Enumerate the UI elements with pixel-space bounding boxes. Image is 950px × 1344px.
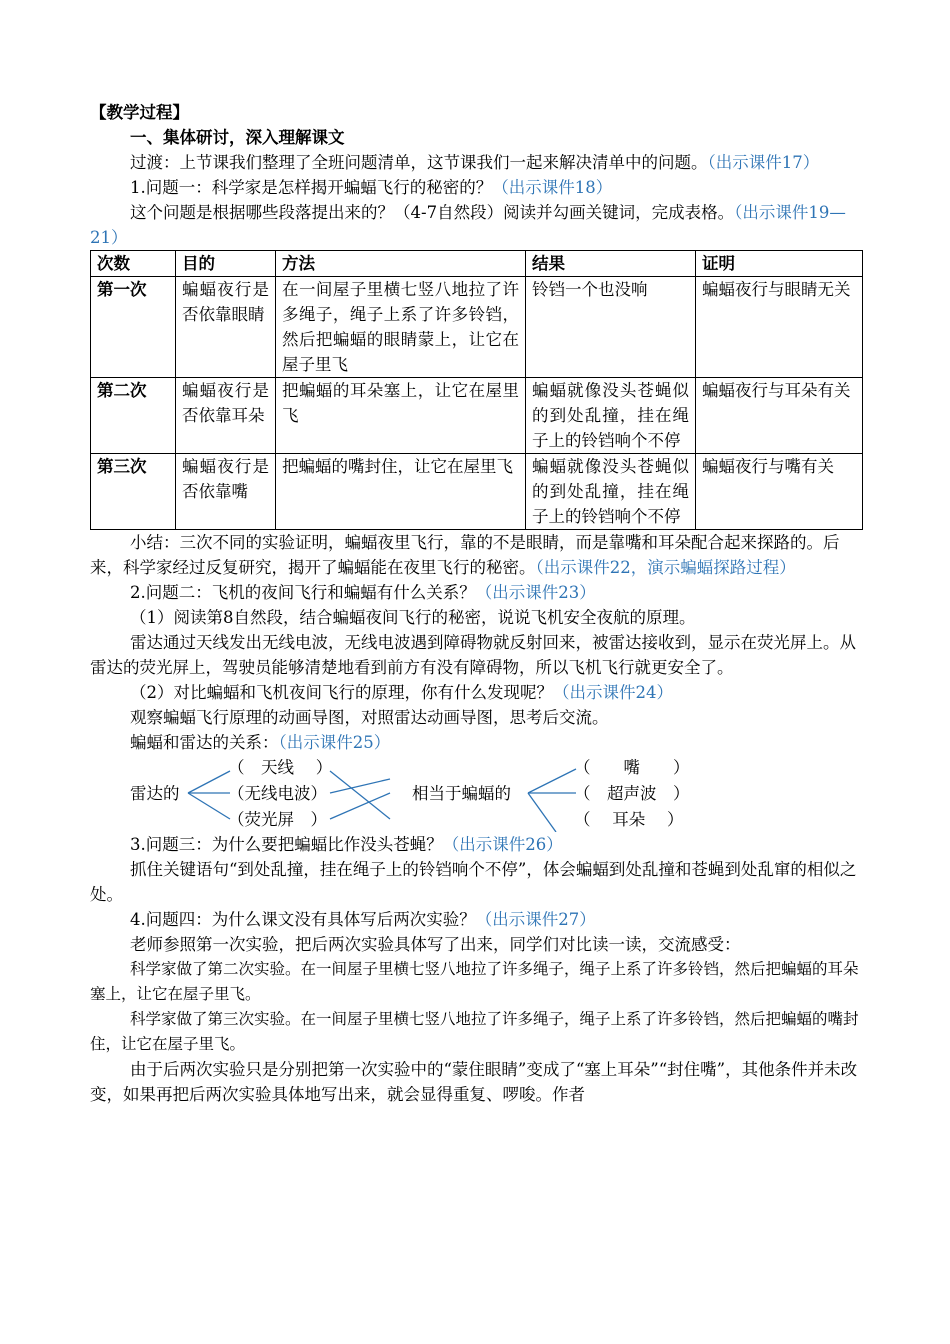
diagram-radar-label: 雷达的 — [130, 784, 180, 803]
courseware-note: （出示课件24） — [553, 683, 673, 702]
courseware-note: （出示课件22，演示蝙蝠探路过程） — [535, 558, 796, 577]
summary-text: 小结：三次不同的实验证明，蝙蝠夜里飞行，靠的不是眼睛，而是靠嘴和耳朵配合起来探路的。后来，科学家经过反复研究，揭开了蝙蝠能在夜里飞行的秘密。 — [90, 533, 840, 577]
table-cell: 在一间屋子里横七竖八地拉了许多绳子，绳子上系了许多铃铛，然后把蝙蝠的眼睛蒙上，让它在屋子里飞 — [276, 277, 526, 378]
question-2-part-2-text: （2）对比蝙蝠和飞机夜间飞行的原理，你有什么发现呢？ — [130, 683, 553, 702]
table-cell: 蝙蝠夜行是否依靠耳朵 — [176, 378, 276, 454]
table-cell: 铃铛一个也没响 — [526, 277, 696, 378]
question-2-part-2 — [90, 680, 862, 705]
experiment-table — [90, 250, 863, 530]
table-cell: 蝙蝠夜行是否依靠嘴 — [176, 454, 276, 530]
experiment-2-text: 科学家做了第二次实验。在一间屋子里横七竖八地拉了许多绳子，绳子上系了许多铃铛，然后把蝙蝠的耳朵塞上，让它在屋子里飞。 — [90, 960, 859, 1003]
table-cell: 蝙蝠夜行与嘴有关 — [696, 454, 863, 530]
experiment-3-text: 科学家做了第三次实验。在一间屋子里横七竖八地拉了许多绳子，绳子上系了许多铃铛，然后把蝙蝠的嘴封住，让它在屋子里飞。 — [90, 1010, 859, 1053]
connector-line — [528, 769, 576, 793]
question-3-text: 3.问题三：为什么要把蝙蝠比作没头苍蝇？ — [130, 835, 443, 854]
radar-paragraph: 雷达通过天线发出无线电波，无线电波遇到障碍物就反射回来，被雷达接收到，显示在荧光屏上。从雷达的荧光屏上，驾驶员能够清楚地看到前方有没有障碍物，所以飞机飞行就更安全了。 — [90, 633, 856, 677]
courseware-note: （出示课件27） — [475, 910, 596, 929]
question-2 — [90, 580, 862, 605]
connector-line — [528, 793, 556, 832]
connector-line — [330, 779, 390, 793]
question-2-part-1: （1）阅读第8自然段，结合蝙蝠夜间飞行的秘密，说说飞机安全夜航的原理。 — [130, 608, 696, 627]
table-row — [91, 454, 863, 530]
connector-line — [330, 771, 390, 819]
table-row — [91, 378, 863, 454]
table-cell: 第二次 — [91, 378, 176, 454]
table-cell: 第三次 — [91, 454, 176, 530]
radar-bat-diagram — [90, 755, 862, 832]
conclusion-paragraph: 由于后两次实验只是分别把第一次实验中的“蒙住眼睛”变成了“塞上耳朵”“封住嘴”，其他条件并未改变，如果再把后两次实验具体地写出来，就会显得重复、啰唆。作者 — [90, 1060, 858, 1104]
table-cell: 蝙蝠夜行与耳朵有关 — [696, 378, 863, 454]
header-method: 方法 — [276, 251, 526, 277]
diagram-radar-item: （ 天线 ） — [228, 758, 333, 777]
table-cell: 蝙蝠就像没头苍蝇似的到处乱撞，挂在绳子上的铃铛响个不停 — [526, 454, 696, 530]
connector-line — [188, 793, 230, 819]
header-purpose: 目的 — [176, 251, 276, 277]
header-count: 次数 — [91, 251, 176, 277]
diagram-radar-item: （无线电波） — [228, 784, 327, 803]
subsection-title: 一、集体研讨，深入理解课文 — [130, 128, 345, 147]
table-cell: 蝙蝠就像没头苍蝇似的到处乱撞，挂在绳子上的铃铛响个不停 — [526, 378, 696, 454]
table-cell: 第一次 — [91, 277, 176, 378]
relation-text: 蝙蝠和雷达的关系： — [130, 733, 279, 752]
question-4 — [90, 907, 862, 932]
table-cell: 把蝙蝠的耳朵塞上，让它在屋里飞 — [276, 378, 526, 454]
diagram-middle-label: 相当于蝙蝠的 — [412, 784, 511, 803]
table-cell: 蝙蝠夜行是否依靠眼睛 — [176, 277, 276, 378]
question-1-source-text: 这个问题是根据哪些段落提出来的？（4-7自然段）阅读并勾画关键词，完成表格。 — [130, 203, 735, 222]
question-4-text: 4.问题四：为什么课文没有具体写后两次实验？ — [130, 910, 476, 929]
question-3 — [90, 832, 862, 857]
table-row — [91, 277, 863, 378]
relation-paragraph — [90, 730, 862, 755]
courseware-note: （出示课件26） — [442, 835, 563, 854]
courseware-note: （出示课件23） — [475, 583, 596, 602]
courseware-note: （出示课件18） — [492, 178, 613, 197]
diagram-bat-item: （ 超声波 ） — [574, 784, 690, 803]
lesson-document — [90, 100, 862, 1107]
question-1 — [90, 175, 862, 200]
courseware-note: （出示课件25） — [278, 733, 391, 752]
connector-line — [188, 771, 230, 793]
summary-paragraph — [90, 530, 862, 580]
header-result: 结果 — [526, 251, 696, 277]
header-proof: 证明 — [696, 251, 863, 277]
transition-text: 过渡：上节课我们整理了全班问题清单，这节课我们一起来解决清单中的问题。 — [130, 153, 708, 172]
question-3-answer: 抓住关键语句“到处乱撞，挂在绳子上的铃铛响个不停”，体会蝙蝠到处乱撞和苍蝇到处乱窜的相似之处。 — [90, 860, 857, 904]
diagram-bat-item: （ 耳朵 ） — [574, 810, 684, 829]
observe-paragraph: 观察蝙蝠飞行原理的动画导图，对照雷达动画导图，思考后交流。 — [130, 708, 609, 727]
question-2-text: 2.问题二：飞机的夜间飞行和蝙蝠有什么关系？ — [130, 583, 476, 602]
diagram-bat-item: （ 嘴 ） — [574, 758, 690, 777]
connector-line — [330, 793, 390, 819]
courseware-note: （出示课件17） — [707, 153, 820, 172]
table-cell: 把蝙蝠的嘴封住，让它在屋里飞 — [276, 454, 526, 530]
transition-paragraph — [90, 150, 862, 175]
question-1-source — [90, 200, 862, 250]
diagram-radar-item: （荧光屏 ） — [228, 810, 327, 829]
section-title: 【教学过程】 — [90, 103, 189, 122]
question-4-intro: 老师参照第一次实验，把后两次实验具体写了出来，同学们对比读一读，交流感受： — [130, 935, 741, 954]
table-header-row — [91, 251, 863, 277]
question-1-text: 1.问题一：科学家是怎样揭开蝙蝠飞行的秘密的？ — [130, 178, 493, 197]
courseware-note: （出示课件19—21） — [90, 203, 846, 247]
diagram-connector-lines — [90, 755, 862, 832]
table-cell: 蝙蝠夜行与眼睛无关 — [696, 277, 863, 378]
